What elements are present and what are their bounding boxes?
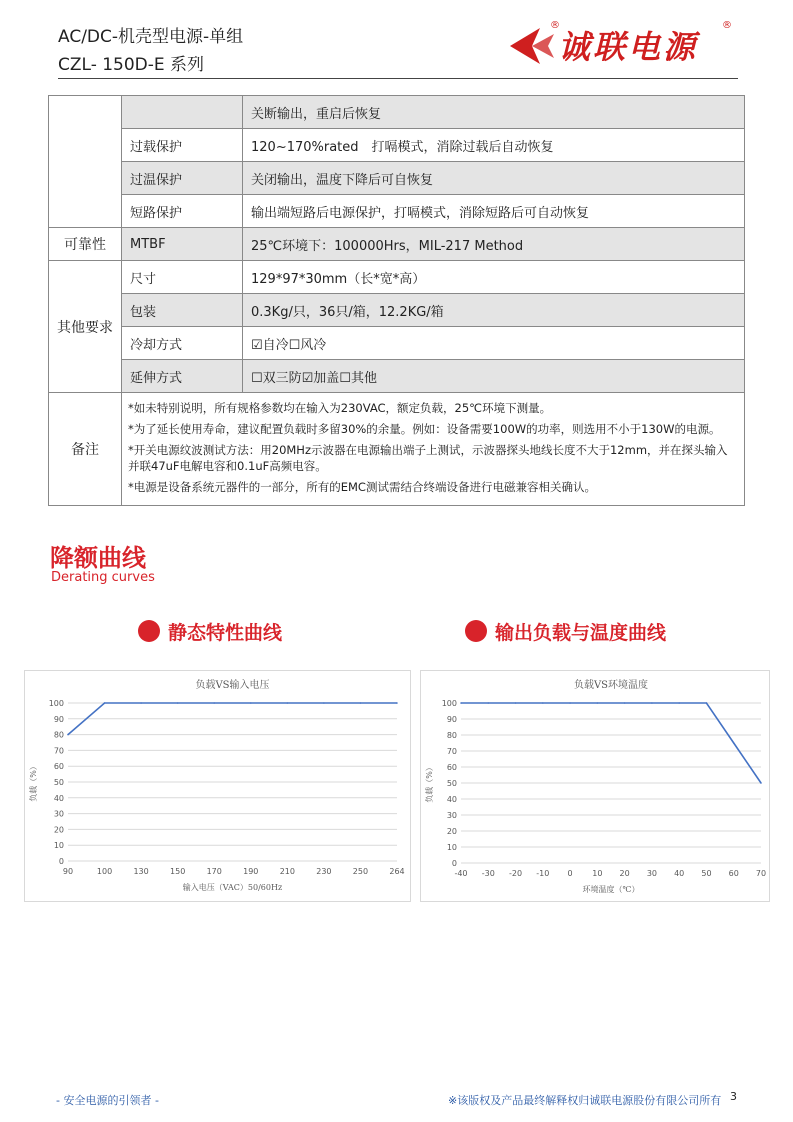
y-tick-label: 10 — [53, 841, 64, 851]
item-cell: 过载保护 — [122, 129, 243, 162]
x-tick-label: 130 — [133, 867, 149, 876]
y-tick-label: 20 — [53, 825, 64, 835]
table-row — [49, 327, 745, 360]
y-tick-label: 90 — [446, 715, 457, 724]
bullet-dot-icon — [465, 620, 487, 642]
data-point — [104, 702, 106, 704]
y-tick-label: 40 — [53, 793, 64, 803]
value-cell: 120~170%rated 打嗝模式，消除过载后自动恢复 — [243, 129, 745, 162]
item-cell: 过温保护 — [122, 162, 243, 195]
data-point — [597, 702, 599, 704]
section-title: 降额曲线 — [50, 544, 146, 572]
data-point — [460, 702, 462, 704]
table-row — [49, 294, 745, 327]
chart-load-vs-temperature — [420, 670, 770, 902]
category-cell: 可靠性 — [49, 228, 122, 261]
data-point — [678, 702, 680, 704]
x-tick-label: 60 — [728, 869, 739, 878]
table-row — [49, 162, 745, 195]
chart-svg — [421, 671, 769, 901]
x-tick-label: 150 — [170, 867, 186, 876]
y-tick-label: 50 — [446, 779, 457, 788]
data-point — [213, 702, 215, 704]
y-axis-label: 负载（%） — [425, 763, 434, 803]
x-tick-label: 30 — [646, 869, 658, 878]
data-point — [360, 702, 362, 704]
section-subtitle: Derating curves — [51, 570, 155, 585]
x-tick-label: 170 — [206, 867, 222, 876]
x-tick-label: 70 — [755, 869, 767, 878]
x-tick-label: -40 — [454, 869, 468, 878]
note-text: *电源是设备系统元器件的一部分，所有的EMC测试需结合终端设备进行电磁兼容相关确认。 — [128, 480, 596, 494]
table-row — [49, 96, 745, 129]
x-tick-label: 10 — [592, 869, 603, 878]
data-point — [67, 734, 69, 736]
data-point — [542, 702, 544, 704]
category-cell: 其他要求 — [49, 261, 122, 393]
data-point — [487, 702, 489, 704]
data-point — [250, 702, 252, 704]
item-cell: 包装 — [122, 294, 243, 327]
data-point — [733, 742, 735, 744]
registered-mark: ® — [550, 20, 560, 31]
x-tick-label: -20 — [509, 869, 523, 878]
x-tick-label: 210 — [279, 867, 295, 876]
y-tick-label: 0 — [58, 857, 64, 866]
x-tick-label: 90 — [62, 867, 74, 876]
data-point — [760, 782, 762, 784]
y-tick-label: 60 — [53, 762, 64, 772]
table-row — [49, 195, 745, 228]
chart-heading-text: 输出负载与温度曲线 — [495, 622, 667, 644]
data-point — [287, 702, 289, 704]
data-point — [323, 702, 325, 704]
notes-cell — [122, 393, 745, 506]
note-text: *为了延长使用寿命，建议配置负载时多留30%的余量。例如：设备需要100W的功率，则选用不小于130W的电源。 — [128, 422, 721, 436]
chart-heading — [465, 618, 666, 645]
y-tick-label: 60 — [446, 763, 457, 772]
value-cell: ☐双三防☑加盖☐其他 — [243, 360, 745, 393]
y-tick-label: 30 — [446, 811, 457, 820]
category-cell — [49, 96, 122, 228]
data-point — [515, 702, 517, 704]
x-tick-label: 100 — [96, 867, 113, 876]
y-tick-label: 70 — [53, 746, 64, 756]
x-tick-label: 190 — [243, 867, 259, 876]
brand-logo — [510, 14, 740, 70]
y-tick-label: 30 — [53, 809, 64, 819]
x-tick-label: 40 — [674, 869, 685, 878]
y-tick-label: 100 — [48, 699, 64, 708]
chart-load-vs-voltage — [24, 670, 411, 902]
bullet-dot-icon — [138, 620, 160, 642]
table-row — [49, 360, 745, 393]
table-row — [49, 129, 745, 162]
value-cell: 0.3Kg/只，36只/箱，12.2KG/箱 — [243, 294, 745, 327]
y-tick-label: 10 — [446, 843, 457, 852]
x-tick-label: -10 — [536, 869, 550, 878]
item-cell: 冷却方式 — [122, 327, 243, 360]
x-tick-label: 50 — [701, 869, 712, 878]
item-cell — [122, 96, 243, 129]
table-row — [49, 228, 745, 261]
document-series-title: AC/DC-机壳型电源-单组 — [58, 27, 244, 47]
chart-heading-text: 静态特性曲线 — [168, 622, 283, 644]
note-text: *开关电源纹波测试方法：用20MHz示波器在电源输出端子上测试，示波器探头地线长度不大于12mm，并在探头输入并联47uF电解电容和0.1uF高频电容。 — [128, 443, 728, 473]
spec-table — [48, 95, 745, 506]
y-tick-label: 0 — [451, 859, 457, 868]
item-cell: 延伸方式 — [122, 360, 243, 393]
footer-copyright: ※该版权及产品最终解释权归诚联电源股份有限公司所有 — [448, 1094, 722, 1107]
item-cell: MTBF — [122, 228, 243, 261]
y-tick-label: 70 — [446, 747, 457, 756]
table-row — [49, 261, 745, 294]
data-point — [706, 702, 708, 704]
data-point — [140, 702, 142, 704]
series-line — [461, 703, 761, 783]
y-tick-label: 80 — [53, 730, 64, 740]
chart-title: 负载VS输入电压 — [195, 680, 270, 691]
chart-title: 负载VS环境温度 — [573, 680, 649, 691]
y-tick-label: 90 — [53, 714, 64, 724]
x-tick-label: 20 — [619, 869, 630, 878]
value-cell: 129*97*30mm（长*宽*高） — [243, 261, 745, 294]
value-cell: 输出端短路后电源保护，打嗝模式，消除短路后可自动恢复 — [243, 195, 745, 228]
page-number: 3 — [730, 1090, 737, 1103]
x-axis-label: 输入电压（VAC）50/60Hz — [182, 883, 283, 892]
registered-mark: ® — [722, 20, 732, 31]
y-tick-label: 40 — [446, 795, 457, 804]
category-cell: 备注 — [49, 393, 122, 506]
x-axis-label: 环境温度（℃） — [582, 885, 640, 894]
y-tick-label: 50 — [53, 778, 64, 787]
x-tick-label: 230 — [316, 867, 332, 876]
x-tick-label: 264 — [389, 867, 405, 876]
header-divider — [58, 78, 738, 79]
x-tick-label: -30 — [481, 869, 495, 878]
item-cell: 尺寸 — [122, 261, 243, 294]
chevron-logo-icon — [510, 28, 558, 68]
data-point — [569, 702, 571, 704]
value-cell: 关闭输出，温度下降后可自恢复 — [243, 162, 745, 195]
y-axis-label: 负载（%） — [29, 762, 38, 802]
chart-svg — [25, 671, 410, 901]
value-cell: 25℃环境下：100000Hrs，MIL-217 Method — [243, 228, 745, 261]
table-row — [49, 393, 745, 506]
data-point — [177, 702, 179, 704]
item-cell: 短路保护 — [122, 195, 243, 228]
note-text: *如未特别说明，所有规格参数均在输入为230VAC，额定负载，25℃环境下测量。 — [128, 401, 552, 415]
x-tick-label: 0 — [567, 869, 573, 878]
data-point — [651, 702, 653, 704]
x-tick-label: 250 — [352, 867, 369, 876]
y-tick-label: 20 — [446, 827, 457, 836]
value-cell: 关断输出，重启后恢复 — [243, 96, 745, 129]
data-point — [624, 702, 626, 704]
product-model-title: CZL- 150D-E 系列 — [58, 55, 205, 75]
data-point — [396, 702, 398, 704]
chart-heading — [138, 618, 282, 645]
y-tick-label: 80 — [446, 731, 457, 740]
brand-name: 诚联电源 — [558, 28, 699, 66]
value-cell: ☑自冷☐风冷 — [243, 327, 745, 360]
footer-slogan: - 安全电源的引领者 - — [56, 1094, 159, 1107]
y-tick-label: 100 — [441, 699, 457, 708]
